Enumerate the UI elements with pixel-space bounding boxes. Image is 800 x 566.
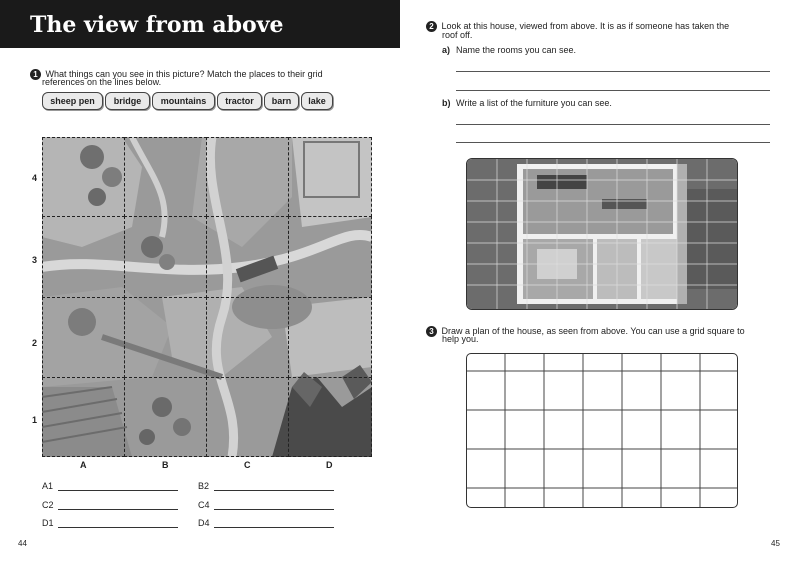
answer-line-d1[interactable] xyxy=(58,527,178,528)
answer-line-c4[interactable] xyxy=(214,509,334,510)
grid-cell-a4 xyxy=(42,137,125,217)
map-picture xyxy=(42,137,372,457)
row-label-3: 3 xyxy=(32,255,38,265)
answer-label-c4: C4 xyxy=(198,500,210,510)
question-text-cont: roof off. xyxy=(442,30,473,40)
answer-label-d1: D1 xyxy=(42,518,54,528)
row-label-4: 4 xyxy=(32,173,38,183)
answer-line-c2[interactable] xyxy=(58,509,178,510)
grid-cell-c1 xyxy=(206,377,289,457)
page-title: The view from above xyxy=(30,12,284,38)
part-a-text: Name the rooms you can see. xyxy=(456,45,577,55)
part-a-line-1[interactable] xyxy=(456,71,770,72)
house-illustration xyxy=(467,159,737,309)
part-b-label: b) xyxy=(442,98,451,108)
part-a-line-2[interactable] xyxy=(456,90,770,91)
col-label-c: C xyxy=(244,460,251,470)
grid-cell-b4 xyxy=(124,137,207,217)
drawing-grid-lines xyxy=(467,354,737,507)
row-label-1: 1 xyxy=(32,415,38,425)
answer-line-d4[interactable] xyxy=(214,527,334,528)
chip-bridge[interactable]: bridge xyxy=(105,92,150,110)
question-text: Look at this house, viewed from above. It is as if someone has taken the xyxy=(441,21,730,31)
part-b-text: Write a list of the furniture you can see. xyxy=(456,98,612,108)
row-label-2: 2 xyxy=(32,338,38,348)
answer-line-a1[interactable] xyxy=(58,490,178,491)
house-plan-picture xyxy=(466,158,738,310)
chip-barn[interactable]: barn xyxy=(264,92,299,110)
grid-cell-d3 xyxy=(288,216,372,298)
grid-cell-d2 xyxy=(288,297,372,378)
col-label-a: A xyxy=(80,460,87,470)
col-label-b: B xyxy=(162,460,169,470)
grid-cell-c3 xyxy=(206,216,289,298)
answer-label-a1: A1 xyxy=(42,481,54,491)
question-text: Draw a plan of the house, as seen from above. You can use a grid square to xyxy=(441,326,745,336)
question-number: 3 xyxy=(426,326,437,337)
grid-cell-b1 xyxy=(124,377,207,457)
part-b-line-1[interactable] xyxy=(456,124,770,125)
page-number-right: 45 xyxy=(771,539,780,548)
question-number: 1 xyxy=(30,69,41,80)
grid-cell-b3 xyxy=(124,216,207,298)
question-text-cont: help you. xyxy=(442,334,479,344)
answer-label-c2: C2 xyxy=(42,500,54,510)
grid-cell-b2 xyxy=(124,297,207,378)
question-text: What things can you see in this picture? Match the places to their grid xyxy=(45,69,323,79)
part-a-label: a) xyxy=(442,45,451,55)
grid-cell-c4 xyxy=(206,137,289,217)
part-b-line-2[interactable] xyxy=(456,142,770,143)
grid-cell-a2 xyxy=(42,297,125,378)
grid-cell-a1 xyxy=(42,377,125,457)
drawing-grid[interactable] xyxy=(466,353,738,508)
grid-cell-d1 xyxy=(288,377,372,457)
answer-line-b2[interactable] xyxy=(214,490,334,491)
answer-label-b2: B2 xyxy=(198,481,210,491)
grid-cell-d4 xyxy=(288,137,372,217)
page-number-left: 44 xyxy=(18,539,27,548)
chip-sheep-pen[interactable]: sheep pen xyxy=(42,92,103,110)
answer-label-d4: D4 xyxy=(198,518,210,528)
question-text-cont: references on the lines below. xyxy=(42,77,162,87)
grid-cell-a3 xyxy=(42,216,125,298)
col-label-d: D xyxy=(326,460,333,470)
chip-mountains[interactable]: mountains xyxy=(152,92,215,110)
chip-tractor[interactable]: tractor xyxy=(217,92,262,110)
question-number: 2 xyxy=(426,21,437,32)
grid-cell-c2 xyxy=(206,297,289,378)
chip-lake[interactable]: lake xyxy=(301,92,333,110)
